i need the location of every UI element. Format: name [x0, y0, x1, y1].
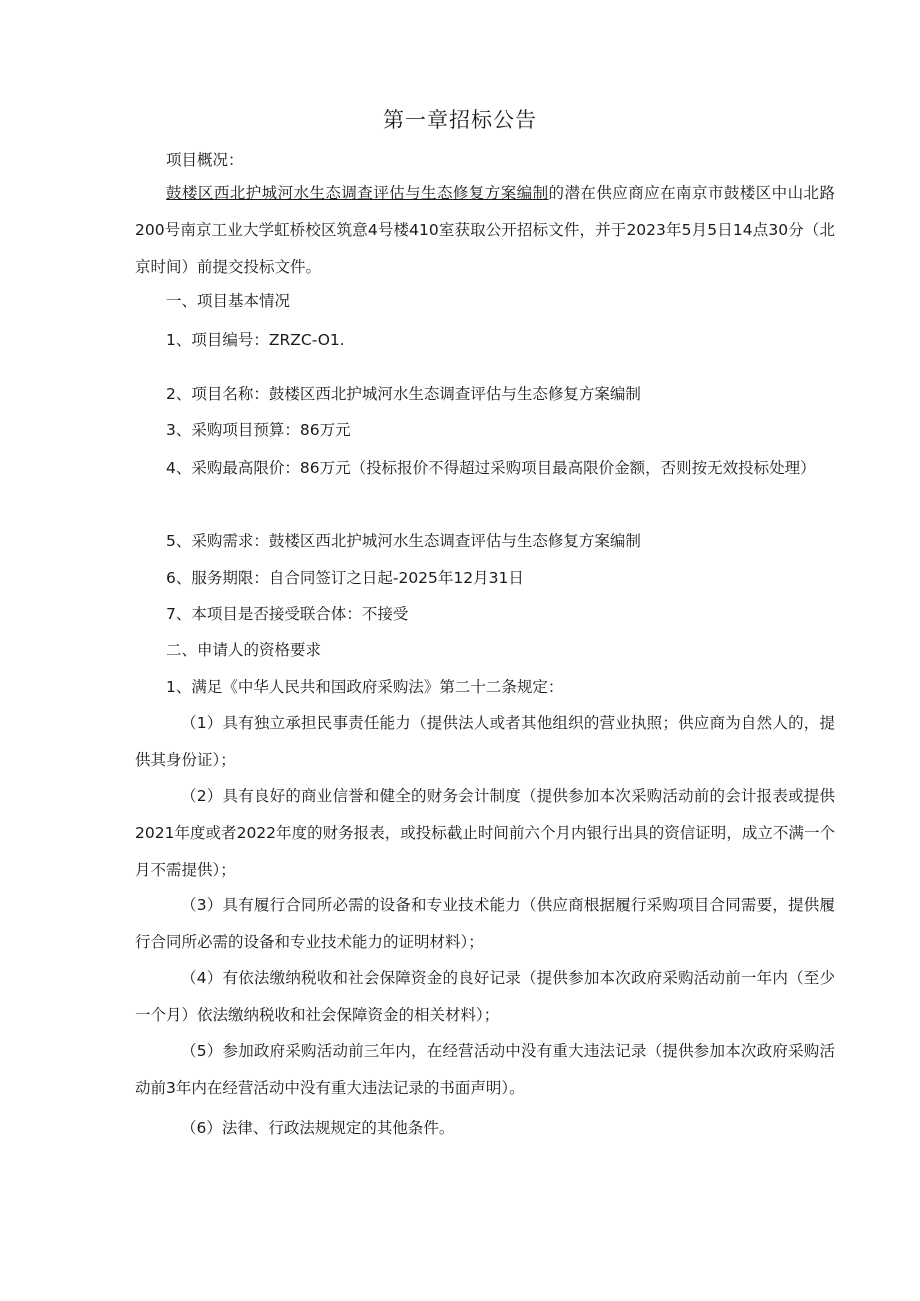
section-heading-qualifications: 二、申请人的资格要求 — [166, 641, 322, 659]
project-name-link: 鼓楼区西北护城河水生态调查评估与生态修复方案编制 — [166, 184, 549, 202]
basic-info-item: 7、本项目是否接受联合体：不接受 — [166, 605, 409, 623]
basic-info-item: 4、采购最高限价：86万元（投标报价不得超过采购项目最高限价金额，否则按无效投标处理） — [166, 459, 816, 477]
overview-paragraph — [135, 175, 835, 286]
chapter-title: 第一章招标公告 — [383, 108, 537, 132]
basic-info-item: 5、采购需求：鼓楼区西北护城河水生态调查评估与生态修复方案编制 — [166, 532, 641, 550]
qualification-item: （6）法律、行政法规规定的其他条件。 — [181, 1119, 455, 1137]
overview-label: 项目概况： — [166, 151, 244, 169]
qualification-intro: 1、满足《中华人民共和国政府采购法》第二十二条规定： — [166, 678, 564, 696]
basic-info-item: 6、服务期限：自合同签订之日起-2025年12月31日 — [166, 569, 524, 587]
qualification-item: （3）具有履行合同所必需的设备和专业技术能力（供应商根据履行采购项目合同需要，提供履行合同所必需的设备和专业技术能力的证明材料）； — [135, 896, 835, 951]
qualification-item: （4）有依法缴纳税收和社会保障资金的良好记录（提供参加本次政府采购活动前一年内（至少一个月）依法缴纳税收和社会保障资金的相关材料）； — [135, 969, 835, 1024]
basic-info-item: 3、采购项目预算：86万元 — [166, 421, 351, 439]
qualification-item: （1）具有独立承担民事责任能力（提供法人或者其他组织的营业执照；供应商为自然人的，提供其身份证）； — [135, 714, 835, 769]
basic-info-item: 1、项目编号：ZRZC-O1. — [166, 331, 345, 349]
basic-info-item: 2、项目名称：鼓楼区西北护城河水生态调查评估与生态修复方案编制 — [166, 385, 641, 403]
qualification-item: （2）具有良好的商业信誉和健全的财务会计制度（提供参加本次采购活动前的会计报表或提供2021年度或者2022年度的财务报表，或投标截止时间前六个月内银行出具的资信证明，成立不满一个月不需提供）； — [135, 787, 835, 879]
overview-text: 的潜在供应商应在南京市鼓楼区中山北路200号南京工业大学虹桥校区筑意4号楼410室获取公开招标文件，并于2023年5月5日14点30分（北京时间）前提交投标文件。 — [135, 184, 835, 276]
qualification-item: （5）参加政府采购活动前三年内，在经营活动中没有重大违法记录（提供参加本次政府采购活动前3年内在经营活动中没有重大违法记录的书面声明）。 — [135, 1042, 835, 1097]
section-heading-basic-info: 一、项目基本情况 — [166, 292, 291, 310]
